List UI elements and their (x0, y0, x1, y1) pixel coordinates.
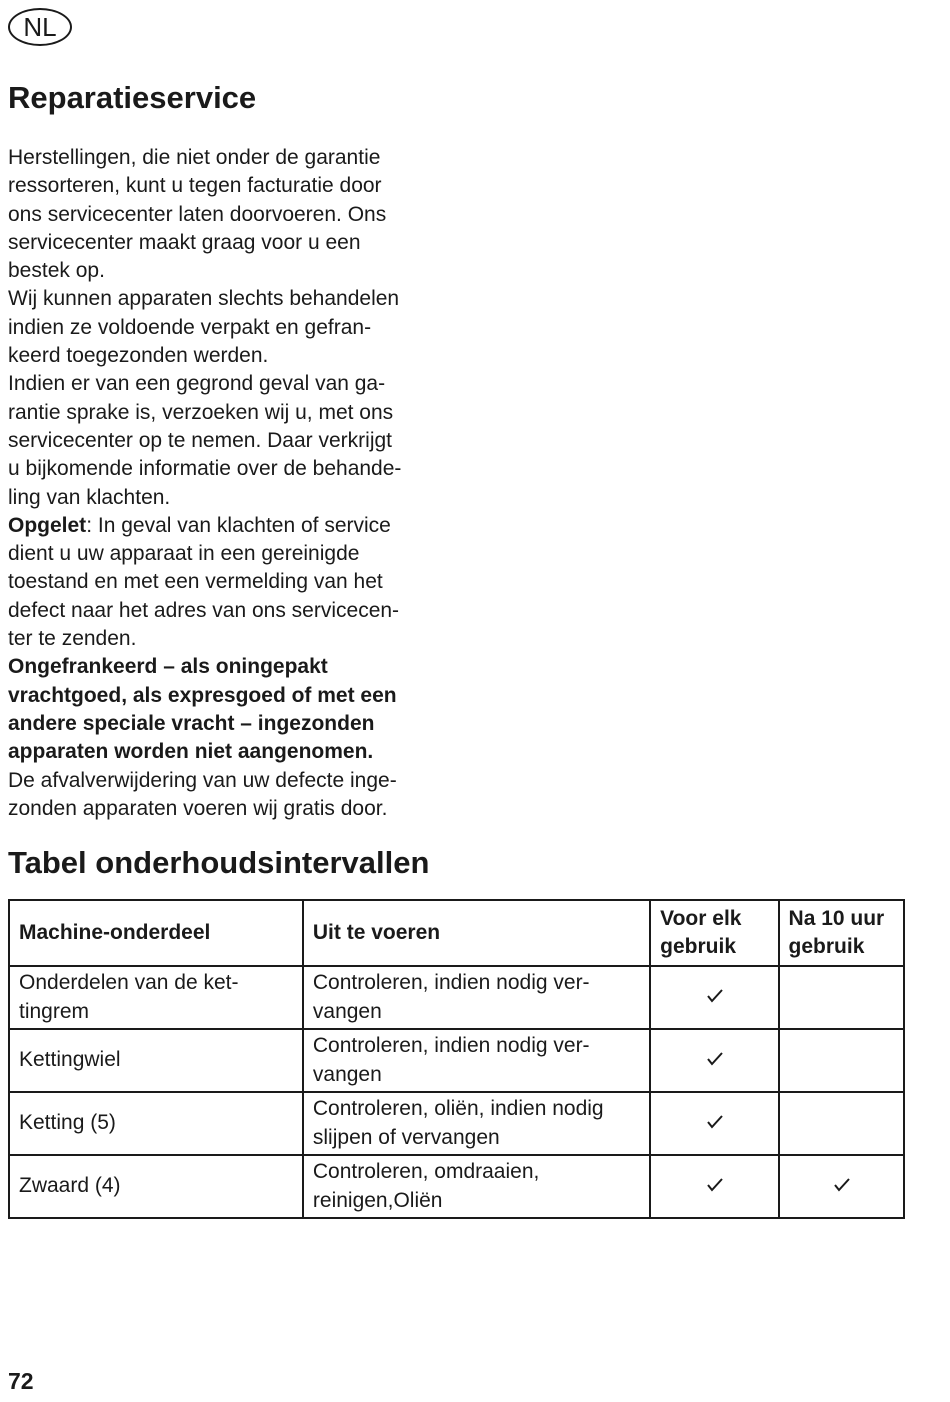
cell-after-10-hours (779, 1155, 904, 1218)
regular-text: Herstellingen, die niet onder de garantie (8, 146, 381, 169)
text-line (8, 653, 448, 681)
repair-service-text (8, 144, 448, 823)
cell-before-each-use (650, 1029, 778, 1092)
regular-text: De afvalverwijdering van uw defecte inge- (8, 768, 397, 792)
text-line (8, 597, 448, 625)
text-line (8, 172, 448, 200)
text-line (8, 540, 448, 568)
cell-after-10-hours (779, 1092, 904, 1155)
repair-service-heading: Reparatieservice (8, 80, 257, 115)
regular-text: keerd toegezonden werden. (8, 344, 269, 368)
regular-text: u bijkomende informatie over de behande- (8, 457, 402, 481)
cell-action: Controleren, indien nodig ver- vangen (303, 1029, 650, 1092)
regular-text: servicecenter op te nemen. Daar verkrijgt (8, 428, 392, 452)
maintenance-intervals-table (8, 899, 905, 1219)
text-line (8, 710, 448, 738)
checkmark-icon (707, 1052, 721, 1066)
bold-text: apparaten worden niet aangenomen. (8, 740, 374, 764)
bold-text: andere speciale vracht – ingezonden (8, 711, 375, 735)
text-line (8, 795, 448, 823)
text-line (8, 399, 448, 427)
text-line (8, 314, 448, 342)
language-badge-label: NL (23, 11, 57, 42)
language-badge (8, 8, 72, 46)
table-row (9, 1029, 904, 1092)
text-line (8, 767, 448, 795)
bold-text: vrachtgoed, als expresgoed of met een (8, 683, 397, 707)
page-number: 72 (8, 1368, 34, 1394)
cell-before-each-use (650, 966, 778, 1029)
table-header-row (9, 900, 904, 966)
regular-text: servicecenter maakt graag voor u een (8, 230, 361, 254)
regular-text: toestand en met een vermelding van het (8, 570, 383, 594)
text-line (8, 455, 448, 483)
cell-after-10-hours (779, 1029, 904, 1092)
regular-text: indien ze voldoende verpakt en gefran- (8, 315, 372, 339)
cell-machine-part: Zwaard (4) (9, 1155, 303, 1218)
regular-text: ter te zenden. (8, 627, 137, 651)
text-line (8, 342, 448, 370)
regular-text: ling van klachten. (8, 485, 171, 509)
text-line (8, 682, 448, 710)
bold-text: Ongefrankeerd – als oningepakt (8, 655, 328, 679)
text-line (8, 257, 448, 285)
bold-text: Opgelet (8, 513, 87, 537)
checkmark-icon (707, 1178, 721, 1192)
text-line (8, 568, 448, 596)
text-line (8, 201, 448, 229)
text-line (8, 229, 448, 257)
cell-action: Controleren, omdraaien, reinigen,Oliën (303, 1155, 650, 1218)
table-row (9, 1155, 904, 1218)
regular-text: zonden apparaten voeren wij gratis door. (8, 796, 388, 820)
regular-text: ons servicecenter laten doorvoeren. Ons (8, 202, 387, 226)
header-after-10-hours: Na 10 uur gebruik (779, 900, 904, 966)
cell-action: Controleren, indien nodig ver- vangen (303, 966, 650, 1029)
header-action: Uit te voeren (303, 900, 650, 966)
text-line (8, 484, 448, 512)
regular-text: dient u uw apparaat in een gereinigde (8, 542, 360, 566)
regular-text: Indien er van een gegrond geval van ga- (8, 372, 386, 396)
text-line (8, 427, 448, 455)
regular-text: defect naar het adres van ons servicecen- (8, 598, 400, 622)
regular-text: ressorteren, kunt u tegen facturatie door (8, 174, 382, 198)
cell-before-each-use (650, 1092, 778, 1155)
text-line (8, 370, 448, 398)
header-machine-part: Machine-onderdeel (9, 900, 303, 966)
cell-action: Controleren, oliën, indien nodig slijpen of vervangen (303, 1092, 650, 1155)
cell-machine-part: Onderdelen van de ket- tingrem (9, 966, 303, 1029)
table-row (9, 1092, 904, 1155)
text-line (8, 738, 448, 766)
table-row (9, 966, 904, 1029)
header-before-each-use: Voor elk gebruik (650, 900, 778, 966)
regular-text: rantie sprake is, verzoeken wij u, met ons (8, 400, 394, 424)
cell-before-each-use (650, 1155, 778, 1218)
cell-after-10-hours (779, 966, 904, 1029)
text-line (8, 285, 448, 313)
table-body (9, 966, 904, 1218)
regular-text: : In geval van klachten of service (86, 513, 391, 537)
checkmark-icon (834, 1178, 848, 1192)
cell-machine-part: Ketting (5) (9, 1092, 303, 1155)
regular-text: Wij kunnen apparaten slechts behandelen (8, 287, 400, 311)
cell-machine-part: Kettingwiel (9, 1029, 303, 1092)
text-line (8, 144, 448, 172)
regular-text: bestek op. (8, 259, 105, 283)
maintenance-table-heading: Tabel onderhoudsintervallen (8, 845, 430, 880)
text-line (8, 512, 448, 540)
text-line (8, 625, 448, 653)
checkmark-icon (707, 1115, 721, 1129)
checkmark-icon (707, 989, 721, 1003)
